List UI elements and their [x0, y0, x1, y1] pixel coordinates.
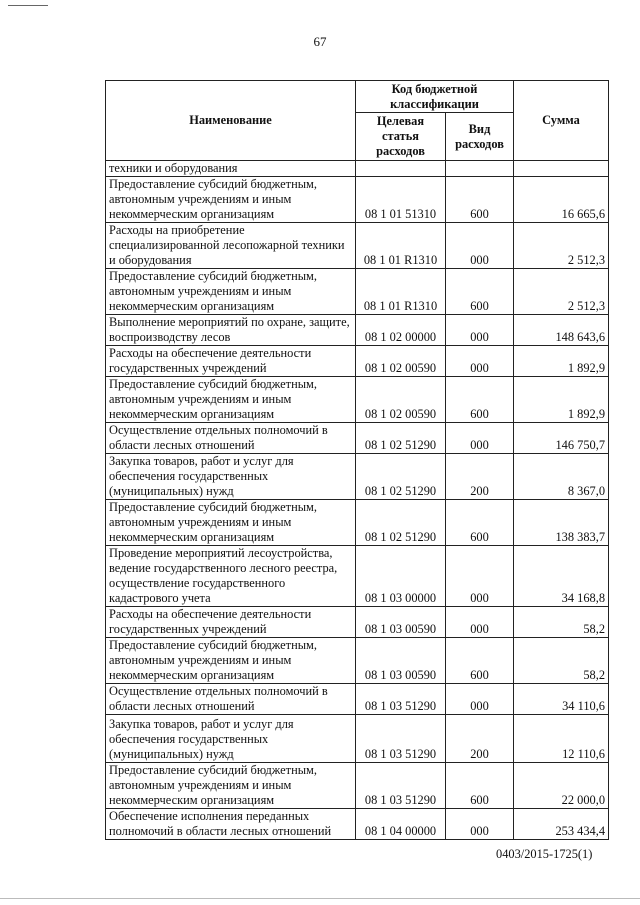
table-row — [106, 377, 609, 423]
row-expense-type: 600 — [446, 269, 514, 315]
table-row — [106, 161, 609, 177]
header-code-group: Код бюджетной классификации — [356, 81, 514, 113]
table-row — [106, 269, 609, 315]
row-sum: 146 750,7 — [514, 423, 609, 454]
row-expense-type: 600 — [446, 177, 514, 223]
row-name: Предоставление субсидий бюджетным, автономным учреждениям и иным некоммерческим организациям — [106, 377, 356, 423]
row-name: Осуществление отдельных полномочий в области лесных отношений — [106, 684, 356, 715]
table-row — [106, 346, 609, 377]
table-row — [106, 607, 609, 638]
row-target-code: 08 1 01 R1310 — [356, 223, 446, 269]
row-expense-type: 600 — [446, 763, 514, 809]
row-name: Осуществление отдельных полномочий в области лесных отношений — [106, 423, 356, 454]
row-expense-type: 000 — [446, 223, 514, 269]
row-target-code: 08 1 02 00000 — [356, 315, 446, 346]
row-name: Предоставление субсидий бюджетным, автономным учреждениям и иным некоммерческим организациям — [106, 177, 356, 223]
row-sum: 253 434,4 — [514, 809, 609, 840]
row-sum: 34 168,8 — [514, 546, 609, 607]
row-target-code: 08 1 03 51290 — [356, 684, 446, 715]
row-target-code: 08 1 04 00000 — [356, 809, 446, 840]
page-number: 67 — [313, 34, 327, 49]
row-name: Расходы на приобретение специализированной лесопожарной техники и оборудования — [106, 223, 356, 269]
row-target-code: 08 1 02 51290 — [356, 500, 446, 546]
row-expense-type — [446, 161, 514, 177]
header-target: Целевая статья расходов — [356, 113, 446, 161]
row-sum: 8 367,0 — [514, 454, 609, 500]
row-target-code: 08 1 02 00590 — [356, 377, 446, 423]
table-row — [106, 546, 609, 607]
row-sum — [514, 161, 609, 177]
row-target-code: 08 1 03 51290 — [356, 763, 446, 809]
row-expense-type: 600 — [446, 377, 514, 423]
header-type: Вид расходов — [446, 113, 514, 161]
row-expense-type: 000 — [446, 684, 514, 715]
table-row — [106, 638, 609, 684]
table-row — [106, 423, 609, 454]
row-name: Расходы на обеспечение деятельности государственных учреждений — [106, 346, 356, 377]
row-name: Обеспечение исполнения переданных полномочий в области лесных отношений — [106, 809, 356, 840]
row-sum: 1 892,9 — [514, 346, 609, 377]
table-row — [106, 684, 609, 715]
row-sum: 148 643,6 — [514, 315, 609, 346]
row-sum: 1 892,9 — [514, 377, 609, 423]
row-name: Предоставление субсидий бюджетным, автономным учреждениям и иным некоммерческим организациям — [106, 269, 356, 315]
row-sum: 16 665,6 — [514, 177, 609, 223]
document-code: 0403/2015-1725(1) — [496, 847, 593, 861]
row-name: Предоставление субсидий бюджетным, автономным учреждениям и иным некоммерческим организациям — [106, 638, 356, 684]
row-name: Закупка товаров, работ и услуг для обеспечения государственных (муниципальных) нужд — [106, 454, 356, 500]
row-sum: 58,2 — [514, 607, 609, 638]
row-target-code: 08 1 02 51290 — [356, 454, 446, 500]
row-sum: 22 000,0 — [514, 763, 609, 809]
table-row — [106, 177, 609, 223]
table-header — [106, 81, 609, 161]
header-name: Наименование — [106, 81, 356, 161]
row-target-code: 08 1 03 00590 — [356, 638, 446, 684]
scan-artifact — [0, 898, 640, 899]
row-sum: 34 110,6 — [514, 684, 609, 715]
row-name: Закупка товаров, работ и услуг для обеспечения государственных (муниципальных) нужд — [106, 715, 356, 763]
row-name: Расходы на обеспечение деятельности государственных учреждений — [106, 607, 356, 638]
row-sum: 58,2 — [514, 638, 609, 684]
row-expense-type: 000 — [446, 315, 514, 346]
row-expense-type: 000 — [446, 546, 514, 607]
row-name: Выполнение мероприятий по охране, защите, воспроизводству лесов — [106, 315, 356, 346]
table-row — [106, 809, 609, 840]
row-target-code — [356, 161, 446, 177]
row-expense-type: 000 — [446, 809, 514, 840]
row-target-code: 08 1 03 00590 — [356, 607, 446, 638]
row-name: техники и оборудования — [106, 161, 356, 177]
table-row — [106, 500, 609, 546]
row-name: Проведение мероприятий лесоустройства, ведение государственного лесного реестра, осуществление государственного кадастрового учета — [106, 546, 356, 607]
table-row — [106, 715, 609, 763]
row-expense-type: 000 — [446, 346, 514, 377]
row-name: Предоставление субсидий бюджетным, автономным учреждениям и иным некоммерческим организациям — [106, 500, 356, 546]
table-row — [106, 223, 609, 269]
header-sum: Сумма — [514, 81, 609, 161]
row-name: Предоставление субсидий бюджетным, автономным учреждениям и иным некоммерческим организациям — [106, 763, 356, 809]
row-target-code: 08 1 01 R1310 — [356, 269, 446, 315]
table-row — [106, 454, 609, 500]
row-expense-type: 000 — [446, 423, 514, 454]
row-target-code: 08 1 03 00000 — [356, 546, 446, 607]
row-target-code: 08 1 02 00590 — [356, 346, 446, 377]
table-row — [106, 763, 609, 809]
scan-artifact — [8, 5, 48, 6]
row-expense-type: 600 — [446, 500, 514, 546]
row-expense-type: 200 — [446, 454, 514, 500]
table-body — [106, 161, 609, 840]
row-target-code: 08 1 03 51290 — [356, 715, 446, 763]
row-sum: 2 512,3 — [514, 223, 609, 269]
row-sum: 138 383,7 — [514, 500, 609, 546]
row-expense-type: 200 — [446, 715, 514, 763]
row-sum: 12 110,6 — [514, 715, 609, 763]
table-row — [106, 315, 609, 346]
row-expense-type: 600 — [446, 638, 514, 684]
budget-table — [105, 80, 609, 840]
row-target-code: 08 1 01 51310 — [356, 177, 446, 223]
row-expense-type: 000 — [446, 607, 514, 638]
row-sum: 2 512,3 — [514, 269, 609, 315]
row-target-code: 08 1 02 51290 — [356, 423, 446, 454]
